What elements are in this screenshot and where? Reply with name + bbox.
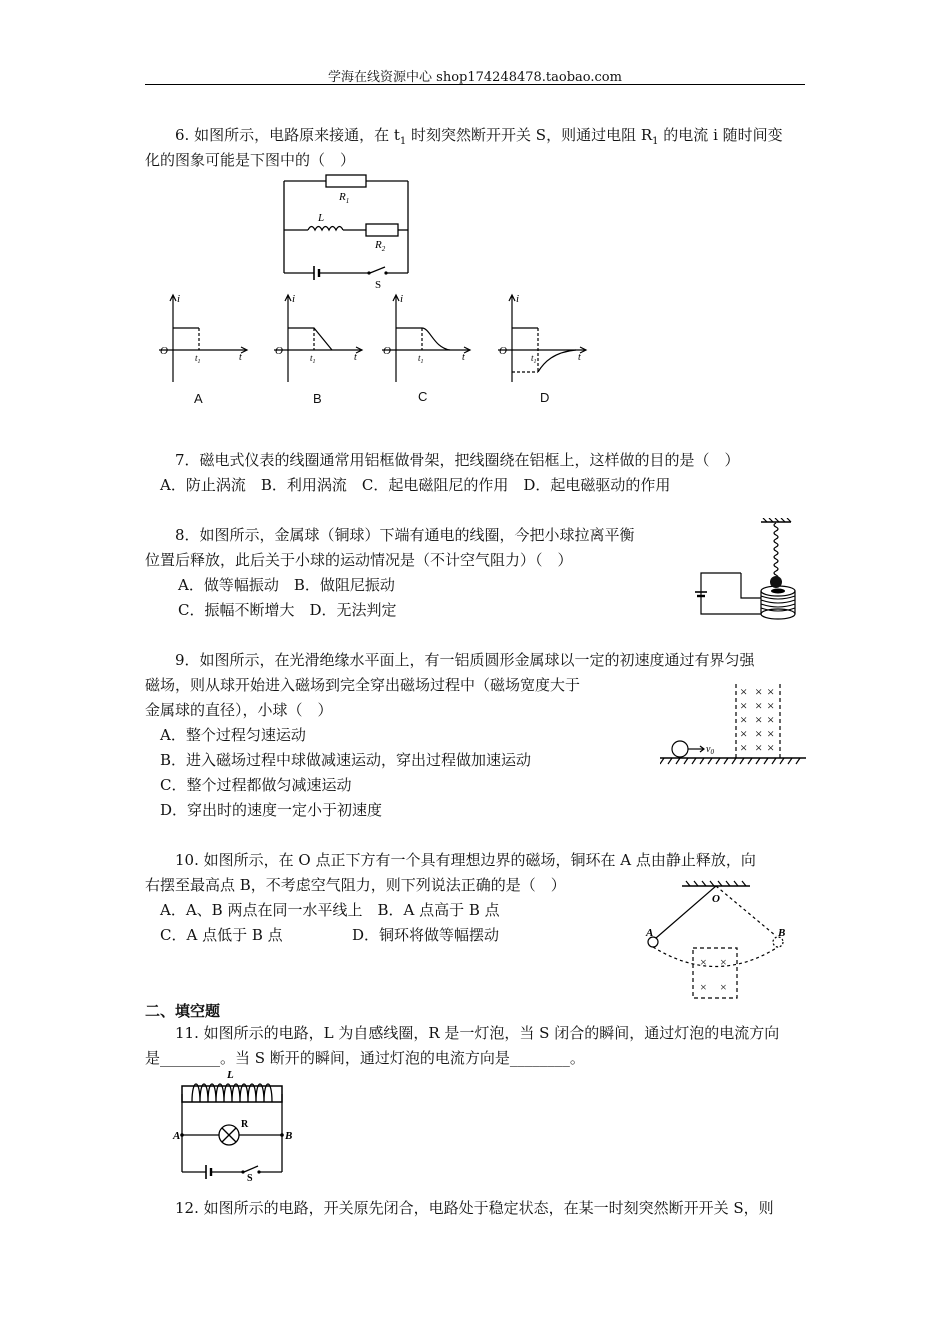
q11-line2: 是________。当 S 断开的瞬间，通过灯泡的电流方向是________。	[145, 1049, 585, 1067]
s-label: S	[247, 1173, 253, 1183]
t1-label: $t_1$	[531, 353, 537, 365]
q7-line1: 7．磁电式仪表的线圈通常用铝框做骨架，把线圈绕在铝框上，这样做的目的是（ ）	[175, 451, 740, 469]
q8-line1: 8．如图所示，金属球（铜球）下端有通电的线圈，今把小球拉离平衡	[175, 526, 635, 544]
svg-text:×: ×	[755, 740, 763, 755]
q9-magnetic-field-diagram	[660, 682, 808, 772]
q8-options-ab: A．做等幅振动 B．做阻尼振动	[178, 576, 395, 594]
svg-text:×: ×	[755, 712, 763, 727]
origin-label: O	[275, 345, 283, 357]
svg-text:×: ×	[767, 698, 775, 713]
b-label: B	[778, 927, 786, 939]
svg-text:×: ×	[740, 712, 748, 727]
q10-option-c: C．A 点低于 B 点	[160, 926, 283, 944]
r1-label: $R_1$	[339, 191, 350, 205]
q6-line2: 化的图象可能是下图中的（ ）	[145, 151, 356, 169]
metal-ball	[672, 741, 688, 757]
svg-text:×: ×	[740, 740, 748, 755]
svg-text:×: ×	[767, 726, 775, 741]
q6-graph-b	[270, 290, 365, 385]
q11-line1: 11. 如图所示的电路，L 为自感线圈，R 是一灯泡，当 S 闭合的瞬间，通过灯泡的电流方向	[175, 1024, 780, 1042]
page-header: 学海在线资源中心 shop174248478.taobao.com	[328, 70, 622, 85]
switch-blade	[370, 267, 385, 273]
graph-option-a-label: A	[194, 391, 203, 406]
q10-options-ab: A．A、B 两点在同一水平线上 B．A 点高于 B 点	[160, 901, 500, 919]
l-label: L	[227, 1069, 234, 1081]
graph-option-b-label: B	[313, 391, 322, 406]
a-label: A	[173, 1130, 181, 1142]
q8-options-cd: C．振幅不断增大 D．无法判定	[178, 601, 397, 619]
switch-blade	[244, 1166, 258, 1172]
copper-ball	[770, 576, 782, 588]
svg-text:×: ×	[700, 980, 707, 994]
section-title-fill-blank: 二、填空题	[145, 1002, 221, 1020]
inductor-coil	[308, 227, 343, 231]
r2-label: $R_2$	[375, 239, 386, 253]
i-axis-label: i	[177, 293, 181, 305]
header-divider	[145, 84, 805, 85]
q10-line1: 10. 如图所示，在 O 点正下方有一个具有理想边界的磁场，铜环在 A 点由静止释放，向	[175, 851, 756, 869]
i-axis-label: i	[292, 293, 296, 305]
graph-option-d-label: D	[540, 390, 550, 405]
svg-text:×: ×	[720, 980, 727, 994]
resistor-r2	[366, 224, 398, 236]
q12-line1: 12. 如图所示的电路，开关原先闭合，电路处于稳定状态，在某一时刻突然断开开关 S，则	[175, 1199, 774, 1217]
s-label: S	[375, 279, 382, 290]
svg-text:×: ×	[767, 740, 775, 755]
q6-graph-d	[494, 290, 589, 385]
q6-graph-a	[155, 290, 250, 385]
t-axis-label: t	[354, 352, 357, 363]
q10-line2: 右摆至最高点 B，不考虑空气阻力，则下列说法正确的是（ ）	[145, 876, 566, 894]
svg-text:×: ×	[755, 698, 763, 713]
t-axis-label: t	[578, 352, 581, 363]
i-axis-label: i	[516, 293, 520, 305]
t-axis-label: t	[462, 352, 465, 363]
svg-text:×: ×	[767, 684, 775, 699]
q9-option-c: C．整个过程都做匀减速运动	[160, 776, 352, 794]
q10-pendulum-diagram	[640, 878, 800, 1000]
q6-line1: 6. 如图所示，电路原来接通，在 $t_1$ 时刻突然断开开关 S，则通过电阻 $R_1$ 的电流 i 随时间变	[175, 126, 783, 147]
q9-option-b: B．进入磁场过程中球做减速运动，穿出过程做加速运动	[160, 751, 532, 769]
q9-line3: 金属球的直径），小球（ ）	[145, 701, 333, 719]
origin-label: O	[160, 345, 168, 357]
svg-text:×: ×	[700, 955, 707, 969]
origin-label: O	[499, 345, 507, 357]
v0-label: $v_0$	[706, 744, 714, 756]
q8-coil-diagram	[683, 518, 808, 628]
q9-option-a: A．整个过程匀速运动	[160, 726, 306, 744]
q6-circuit-diagram	[270, 170, 420, 290]
o-label: O	[712, 893, 720, 905]
svg-text:×: ×	[755, 684, 763, 699]
t1-label: $t_1$	[418, 353, 424, 365]
q9-line1: 9．如图所示，在光滑绝缘水平面上，有一铝质圆形金属球以一定的初速度通过有界匀强	[175, 651, 755, 669]
svg-text:×: ×	[740, 684, 748, 699]
q9-line2: 磁场，则从球开始进入磁场到完全穿出磁场过程中（磁场宽度大于	[145, 676, 581, 694]
spring	[774, 523, 778, 579]
svg-text:×: ×	[720, 955, 727, 969]
resistor-r1	[326, 175, 366, 187]
t-axis-label: t	[239, 352, 242, 363]
svg-text:×: ×	[755, 726, 763, 741]
svg-text:×: ×	[740, 726, 748, 741]
origin-label: O	[383, 345, 391, 357]
q7-options: A．防止涡流 B．利用涡流 C．起电磁阻尼的作用 D．起电磁驱动的作用	[160, 476, 671, 494]
graph-option-c-label: C	[418, 389, 428, 404]
q11-circuit-diagram	[172, 1068, 297, 1183]
b-label: B	[285, 1130, 293, 1142]
q8-line2: 位置后释放，此后关于小球的运动情况是（不计空气阻力）（ ）	[145, 551, 573, 569]
q10-option-d: D．铜环将做等幅摆动	[352, 926, 500, 944]
t1-label: $t_1$	[310, 353, 316, 365]
q9-option-d: D．穿出时的速度一定小于初速度	[160, 801, 383, 819]
svg-text:×: ×	[767, 712, 775, 727]
t1-label: $t_1$	[195, 353, 201, 365]
r-label: R	[241, 1119, 249, 1130]
q6-graph-c	[378, 290, 473, 385]
i-axis-label: i	[400, 293, 404, 305]
l-label: L	[318, 212, 325, 224]
a-label: A	[646, 927, 654, 939]
svg-text:×: ×	[740, 698, 748, 713]
